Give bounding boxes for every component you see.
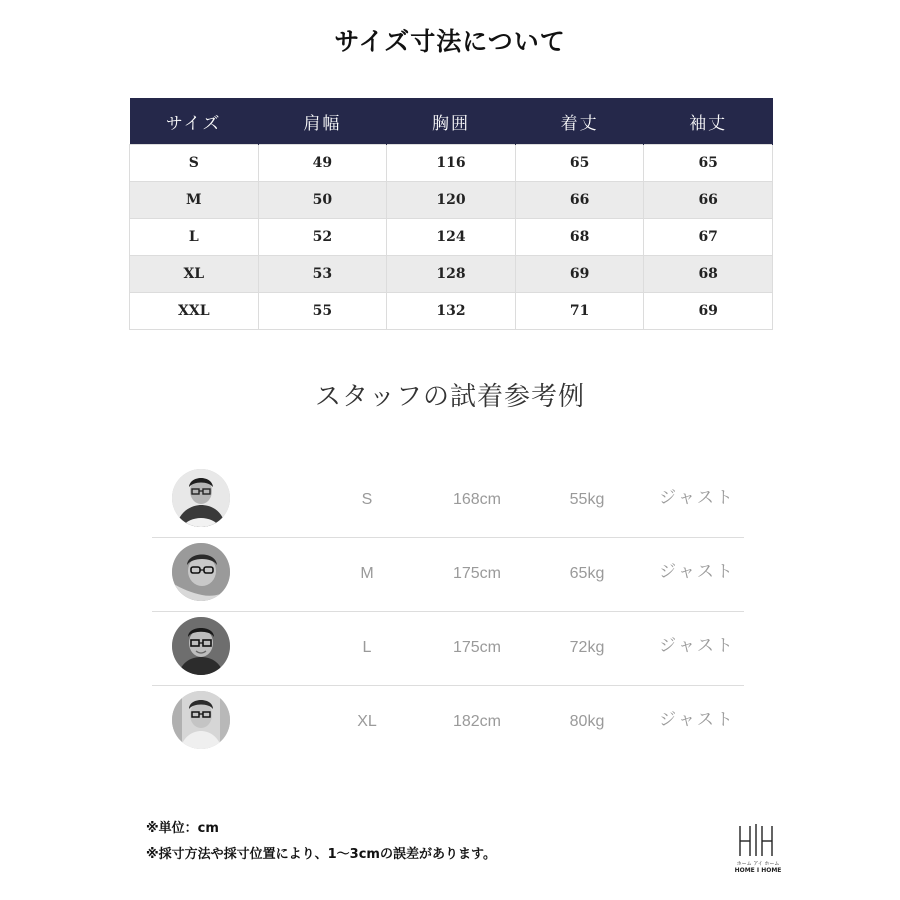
staff-size: L <box>362 639 372 656</box>
cell-size: L <box>130 219 259 256</box>
cell-chest: 124 <box>387 219 516 256</box>
cell-sleeve: 67 <box>644 219 773 256</box>
error-note: ※採寸方法や採寸位置により、1～3cmの誤差があります。 <box>146 847 496 862</box>
header-length: 着丈 <box>515 98 644 145</box>
staff-height: 168cm <box>452 491 502 508</box>
cell-size: XXL <box>130 293 259 330</box>
staff-row <box>152 537 744 612</box>
staff-row <box>152 463 744 538</box>
cell-sleeve: 65 <box>644 145 773 182</box>
table-row <box>130 219 773 256</box>
cell-shoulder: 49 <box>258 145 387 182</box>
brand-logo-kana: ホーム アイ ホーム <box>736 861 780 867</box>
staff-height: 175cm <box>452 639 502 656</box>
cell-length: 69 <box>515 256 644 293</box>
cell-length: 68 <box>515 219 644 256</box>
staff-weight: 55kg <box>569 491 605 508</box>
staff-fit: ジャスト <box>659 710 735 730</box>
cell-chest: 120 <box>387 182 516 219</box>
staff-weight: 65kg <box>569 565 605 582</box>
table-row <box>130 145 773 182</box>
staff-avatar <box>172 469 230 527</box>
staff-height: 175cm <box>452 565 502 582</box>
header-sleeve: 袖丈 <box>644 98 773 145</box>
cell-shoulder: 53 <box>258 256 387 293</box>
staff-fit: ジャスト <box>659 636 735 656</box>
staff-size: XL <box>357 713 377 730</box>
cell-size: M <box>130 182 259 219</box>
staff-avatar <box>172 617 230 675</box>
cell-shoulder: 52 <box>258 219 387 256</box>
table-row <box>130 256 773 293</box>
brand-logo <box>734 822 782 884</box>
table-row <box>130 182 773 219</box>
unit-note: ※単位：cm <box>146 821 219 836</box>
brand-logo-mark <box>736 822 776 858</box>
brand-logo-name: HOME I HOME <box>734 867 782 874</box>
table-row <box>130 293 773 330</box>
staff-weight: 80kg <box>569 713 605 730</box>
staff-section-title: スタッフの試着参考例 <box>314 382 585 412</box>
cell-size: S <box>130 145 259 182</box>
staff-avatar <box>172 691 230 749</box>
cell-chest: 116 <box>387 145 516 182</box>
cell-sleeve: 68 <box>644 256 773 293</box>
cell-sleeve: 66 <box>644 182 773 219</box>
size-table-header <box>130 98 773 145</box>
staff-row <box>152 611 744 686</box>
cell-sleeve: 69 <box>644 293 773 330</box>
header-size: サイズ <box>130 98 259 145</box>
staff-height: 182cm <box>452 713 502 730</box>
size-table <box>129 98 773 330</box>
cell-size: XL <box>130 256 259 293</box>
staff-size: S <box>361 491 373 508</box>
staff-row <box>152 685 744 759</box>
staff-fit: ジャスト <box>659 488 735 508</box>
header-shoulder: 肩幅 <box>258 98 387 145</box>
staff-avatar <box>172 543 230 601</box>
staff-weight: 72kg <box>569 639 605 656</box>
cell-shoulder: 50 <box>258 182 387 219</box>
cell-length: 65 <box>515 145 644 182</box>
cell-shoulder: 55 <box>258 293 387 330</box>
staff-fit: ジャスト <box>659 562 735 582</box>
header-chest: 胸囲 <box>387 98 516 145</box>
cell-chest: 132 <box>387 293 516 330</box>
page-title: サイズ寸法について <box>334 27 566 56</box>
cell-chest: 128 <box>387 256 516 293</box>
staff-size: M <box>360 565 374 582</box>
cell-length: 66 <box>515 182 644 219</box>
cell-length: 71 <box>515 293 644 330</box>
